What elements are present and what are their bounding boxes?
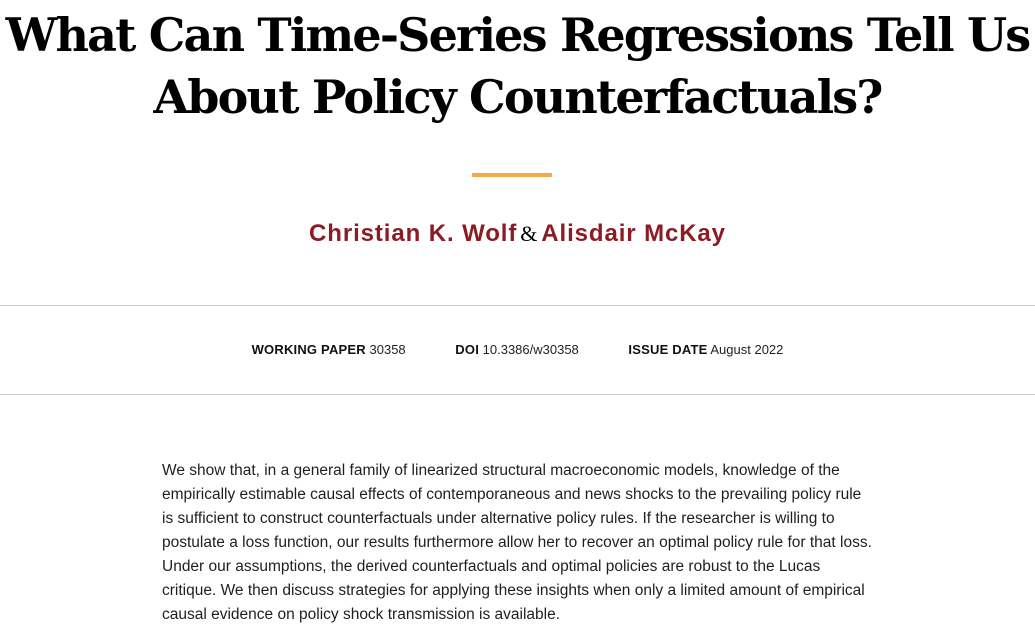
issue-date	[628, 342, 783, 357]
title-accent-divider	[472, 173, 552, 177]
working-paper-value: 30358	[369, 342, 406, 357]
paper-title-line-2: About Policy Counterfactuals?	[153, 70, 882, 124]
doi-label: DOI	[455, 342, 480, 357]
working-paper-number	[252, 342, 406, 357]
doi-value: 10.3386/w30358	[482, 342, 579, 357]
doi	[455, 342, 579, 357]
paper-metadata-bar	[0, 305, 1035, 395]
author-link-wolf[interactable]: Christian K. Wolf	[309, 220, 518, 247]
paper-title-line-1: What Can Time-Series Regressions Tell Us	[5, 8, 1030, 62]
paper-title	[0, 4, 1035, 128]
paper-metadata-row	[0, 342, 1035, 357]
abstract-text: We show that, in a general family of linearized structural macroeconomic models, knowledge of the empirically estimable causal effects of contemporaneous and news shocks to the prevailing policy rule is sufficient to construct counterfactuals under alternative policy rules. If the researcher is willing to postulate a loss function, our results furthermore allow her to recover an optimal policy rule for that loss. Under our assumptions, the derived counterfactuals and optimal policies are robust to the Lucas critique. We then discuss strategies for applying these insights when only a limited amount of empirical causal evidence on policy shock transmission is available.	[162, 462, 872, 623]
author-link-mckay[interactable]: Alisdair McKay	[541, 220, 726, 247]
issue-date-label: ISSUE DATE	[628, 342, 708, 357]
working-paper-label: WORKING PAPER	[251, 342, 366, 357]
author-separator: &	[520, 221, 539, 246]
author-list	[0, 219, 1035, 249]
issue-date-value: August 2022	[710, 342, 784, 357]
